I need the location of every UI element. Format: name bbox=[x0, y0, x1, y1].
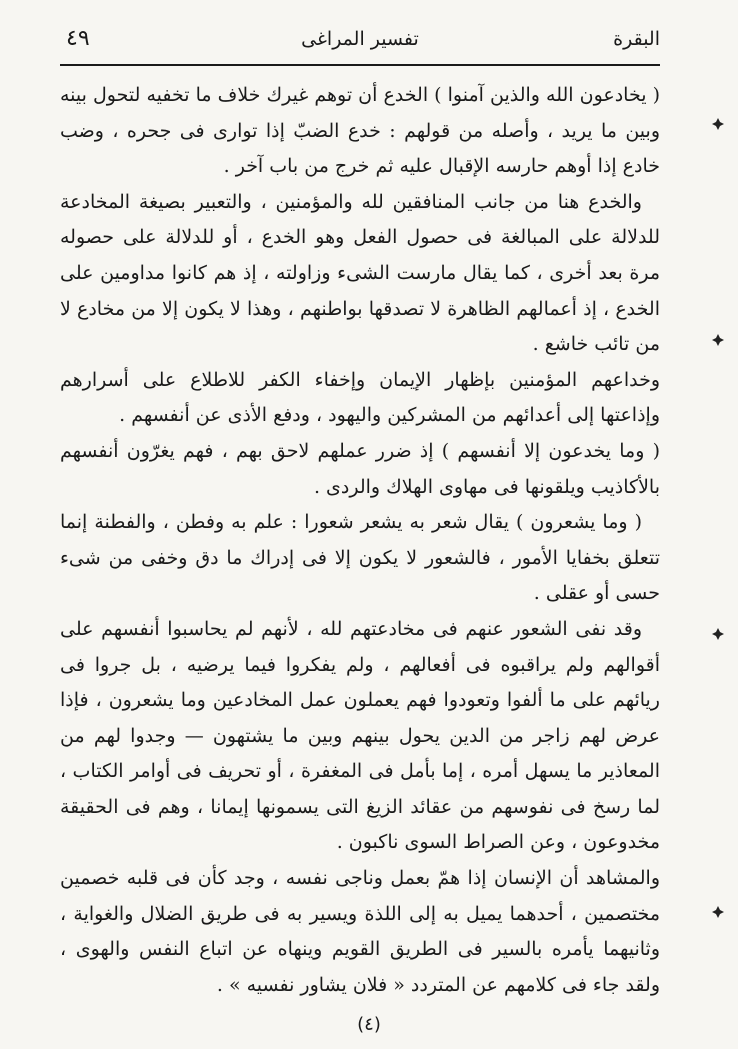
paragraph: وخداعهم المؤمنين بإظهار الإيمان وإخفاء الكفر للاطلاع على أسرارهم وإذاعتها إلى أعدائهم من المشركين واليهود ، ودفع الأذى عن أنفسهم . bbox=[60, 368, 660, 427]
paragraph: والمشاهد أن الإنسان إذا همّ بعمل وناجى نفسه ، وجد كأن فى قلبه خصمين مختصمين ، أحدهما يميل به إلى اللذة ويسير به فى طريق الضلال والغواية ، وثانيهما يأمره بالسير فى الطريق القويم وينهاه عن اتباع النفس والهوى ، ولقد جاء فى كلامهم عن المتردد « فلان يشاور نفسيه » . bbox=[60, 867, 660, 996]
book-title: تفسير المراغى bbox=[301, 28, 419, 50]
paragraph: ( يخادعون الله والذين آمنوا ) الخدع أن توهم غيرك خلاف ما تخفيه لتحول بينه وبين ما يريد ، وأصله من قولهم : خدع الضبّ إذا توارى فى جحره ، وضب خادع إذا أوهم حارسه الإقبال عليه ثم خرج من باب آخر . bbox=[60, 84, 660, 178]
ink-bleed-mark bbox=[712, 628, 724, 640]
page-body bbox=[60, 78, 660, 1003]
signature-mark: (٤) bbox=[357, 1014, 381, 1035]
ink-bleed-mark bbox=[712, 906, 724, 918]
header-rule bbox=[60, 64, 660, 66]
paragraph: ( وما يخدعون إلا أنفسهم ) إذ ضرر عملهم لاحق بهم ، فهم يغرّون أنفسهم بالأكاذيب ويلقونها فى مهاوى الهلاك والردى . bbox=[60, 439, 660, 498]
ink-bleed-mark bbox=[712, 118, 724, 130]
ink-bleed-mark bbox=[712, 334, 724, 346]
page-header bbox=[60, 22, 660, 62]
paragraph: والخدع هنا من جانب المنافقين لله والمؤمنين ، والتعبير بصيغة المخادعة للدلالة على المبالغة فى حصول الفعل وهو الخدع ، أو للدلالة على حصوله مرة بعد أخرى ، كما يقال مارست الشىء وزاولته ، إذ هم كانوا مداومين على الخدع ، إذ أعمالهم الظاهرة لا تصدقها بواطنهم ، وهذا لا يكون إلا من مخادع لا من تائب خاشع . bbox=[60, 190, 660, 356]
surah-name: البقرة bbox=[613, 28, 660, 50]
paragraph: وقد نفى الشعور عنهم فى مخادعتهم لله ، لأنهم لم يحاسبوا أنفسهم على أقوالهم ولم يراقبوه فى أفعالهم ، ولم يفكروا فيما يرضيه ، بل جروا فى ريائهم على ما ألفوا وتعودوا فهم يعملون عمل المخادعين وما يشعرون ، فإذا عرض لهم زاجر من الدين يحول بينهم وبين ما يشتهون — وجدوا لهم من المعاذير ما يسهل أمره ، إما بأمل فى المغفرة ، أو تحريف فى أوامر الكتاب ، لما رسخ فى نفوسهم من عقائد الزيغ التى يسمونها إيمانا ، وهم فى الحقيقة مخدوعون ، وعن الصراط السوى ناكبون . bbox=[60, 617, 660, 854]
page-number: ٤٩ bbox=[66, 26, 90, 51]
paragraph: ( وما يشعرون ) يقال شعر به يشعر شعورا : علم به وفطن ، والفطنة إنما تتعلق بخفايا الأمور ، فالشعور لا يكون إلا فى إدراك ما دق وخفى من شىء حسى أو عقلى . bbox=[60, 511, 660, 605]
